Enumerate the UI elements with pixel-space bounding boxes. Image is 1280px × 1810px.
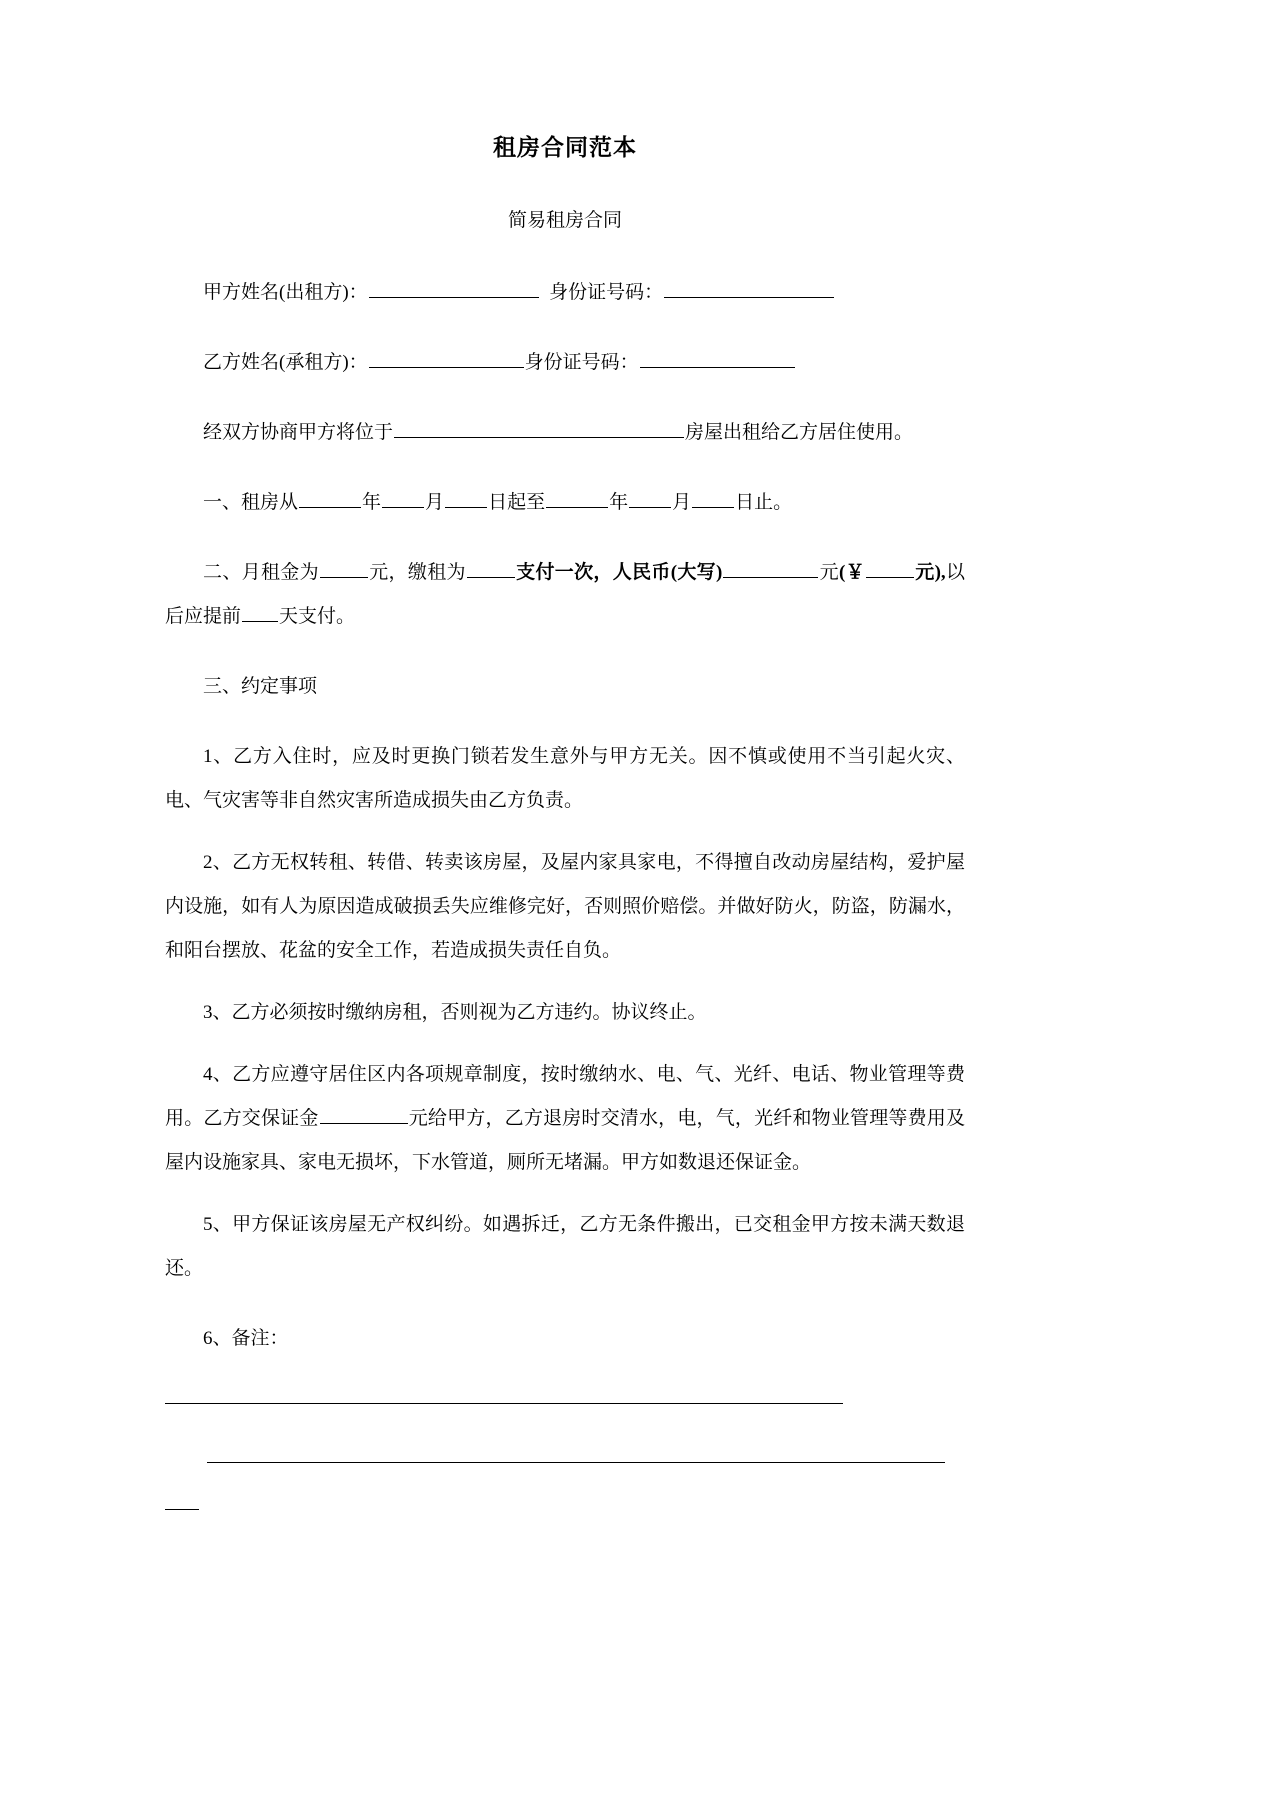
agreed-item-2-text: 乙方无权转租、转借、转卖该房屋，及屋内家具家电，不得擅自改动房屋结构，爱护屋内设施，如有人为原因造成破损丢失应维修完好，否则照价赔偿。并做好防火，防盗，防漏水，和阳台摆放、花盆的安全工作，若造成损失责任自负。 — [165, 851, 965, 961]
end-month-blank[interactable] — [629, 489, 671, 508]
clause-two-number: 二、 — [203, 561, 242, 583]
agreed-item-4 — [165, 1053, 965, 1185]
clause-two-t1: 月租金为 — [241, 561, 319, 583]
clause-one-t4: 日起至 — [488, 491, 546, 513]
clause-one-t2: 年 — [362, 491, 382, 513]
document-subtitle: 简易租房合同 — [507, 210, 622, 232]
clause-two-t6: 元), — [914, 561, 946, 583]
start-year-blank[interactable] — [299, 489, 361, 508]
tenant-name-blank[interactable] — [369, 349, 524, 368]
end-year-blank[interactable] — [546, 489, 608, 508]
agreed-item-2-number: 2、 — [203, 851, 233, 873]
agreed-item-6 — [165, 1317, 965, 1361]
agreed-item-6-number: 6、 — [203, 1327, 232, 1349]
clause-two-t3: 支付一次，人民币(大写) — [515, 561, 723, 583]
agreed-item-3-text: 乙方必须按时缴纳房租，否则视为乙方违约。协议终止。 — [231, 1001, 707, 1023]
agreed-item-2 — [165, 841, 965, 973]
start-day-blank[interactable] — [445, 489, 487, 508]
page-title: 租房合同范本 — [493, 135, 637, 160]
clause-two-t4: 元 — [819, 561, 839, 583]
landlord-name-label: 甲方姓名(出租方)： — [203, 281, 368, 303]
agreed-item-4-text-2: 元给甲方，乙方退房时交清水，电，气，光纤和物业管理等费用及屋内设施家具、家电无损坏，下水管道，厕所无堵漏。甲方如数退还保证金。 — [165, 1107, 965, 1173]
landlord-id-blank[interactable] — [664, 279, 834, 298]
agreed-item-4-text-1: 乙方应遵守居住区内各项规章制度，按时缴纳水、电、气、光纤、电话、物业管理等费用。乙方交保证金 — [165, 1063, 965, 1129]
clause-three-heading: 三、约定事项 — [203, 675, 318, 697]
clause-one-t7: 日止。 — [735, 491, 793, 513]
agreed-item-5-text: 甲方保证该房屋无产权纠纷。如遇拆迁，乙方无条件搬出，已交租金甲方按未满天数退还。 — [165, 1213, 965, 1279]
remarks-label: 备注： — [231, 1327, 289, 1349]
agreed-item-3 — [165, 991, 965, 1035]
clause-one-number: 一、 — [203, 491, 242, 513]
tenant-id-label: 身份证号码： — [524, 351, 639, 373]
rent-figures-blank[interactable] — [866, 559, 914, 578]
landlord-line — [165, 271, 965, 315]
clause-two — [165, 551, 965, 639]
agreed-item-1-text: 乙方入住时，应及时更换门锁若发生意外与甲方无关。因不慎或使用不当引起火灾、电、气灾害等非自然灾害所造成损失由乙方负责。 — [165, 745, 965, 811]
agreed-item-3-number: 3、 — [203, 1001, 232, 1023]
premises-prefix: 经双方协商甲方将位于 — [203, 421, 394, 443]
agreed-item-1-number: 1、 — [203, 745, 234, 767]
advance-days-blank[interactable] — [242, 603, 278, 622]
tenant-line — [165, 341, 965, 385]
clause-one-t6: 月 — [672, 491, 692, 513]
clause-two-t7: 以后应提前 — [165, 561, 965, 627]
landlord-name-blank[interactable] — [369, 279, 539, 298]
payment-period-blank[interactable] — [467, 559, 515, 578]
document-content — [165, 0, 965, 1510]
premises-address-blank[interactable] — [394, 419, 684, 438]
agreed-item-4-number: 4、 — [203, 1063, 233, 1085]
premises-paragraph — [165, 411, 965, 455]
agreed-item-1 — [165, 735, 965, 823]
clause-one-t1: 租房从 — [241, 491, 299, 513]
landlord-id-label: 身份证号码： — [549, 281, 664, 303]
agreed-item-5 — [165, 1203, 965, 1291]
remarks-line-2[interactable] — [207, 1462, 945, 1463]
clause-two-t8: 天支付。 — [279, 605, 356, 627]
agreed-item-5-number: 5、 — [203, 1213, 233, 1235]
remarks-line-1[interactable] — [165, 1403, 843, 1404]
clause-two-t2: 元，缴租为 — [368, 561, 466, 583]
rent-words-blank[interactable] — [723, 559, 818, 578]
start-month-blank[interactable] — [382, 489, 424, 508]
remarks-line-3[interactable] — [165, 1509, 199, 1510]
monthly-rent-blank[interactable] — [320, 559, 368, 578]
tenant-id-blank[interactable] — [640, 349, 795, 368]
clause-two-t5: (￥ — [838, 561, 865, 583]
premises-suffix: 房屋出租给乙方居住使用。 — [685, 421, 914, 443]
clause-one — [165, 481, 965, 525]
deposit-amount-blank[interactable] — [320, 1105, 408, 1124]
tenant-name-label: 乙方姓名(承租方)： — [203, 351, 368, 373]
end-day-blank[interactable] — [692, 489, 734, 508]
clause-one-t5: 年 — [609, 491, 629, 513]
clause-one-t3: 月 — [425, 491, 445, 513]
